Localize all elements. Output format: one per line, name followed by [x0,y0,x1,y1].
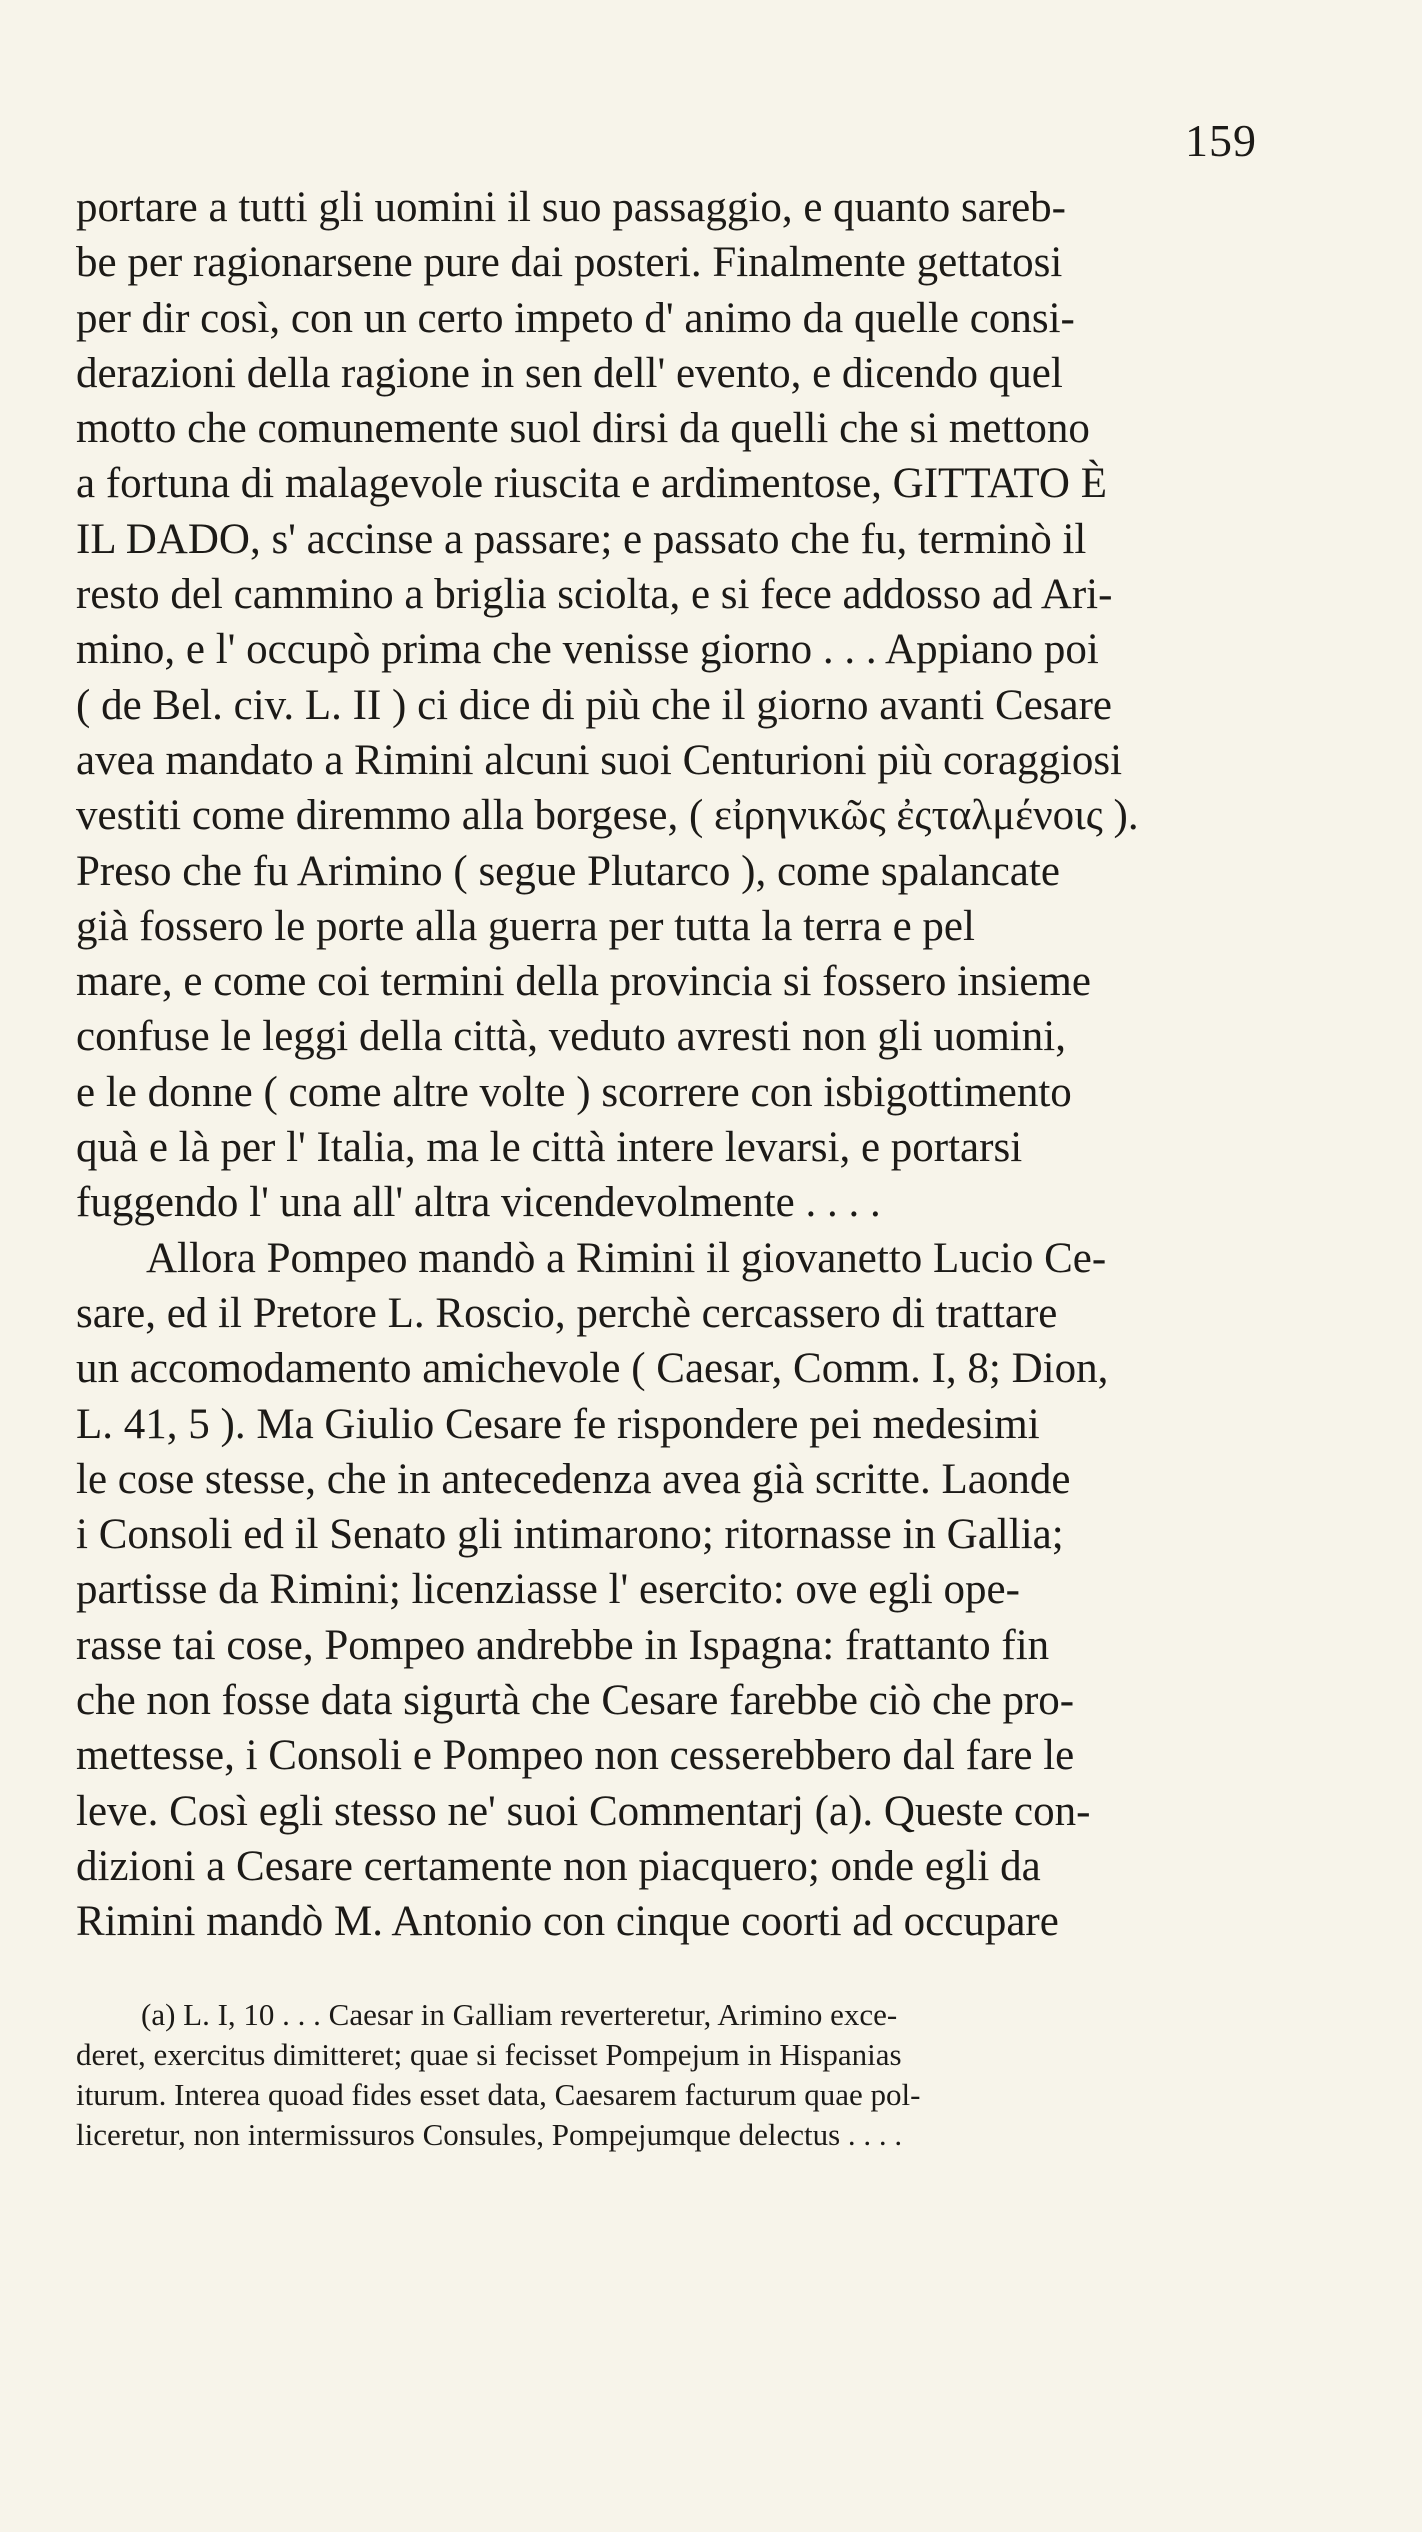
text-line-18: quà e là per l' Italia, ma le città intere levarsi, e portarsi [76,1124,1023,1172]
text-line-6: a fortuna di malagevole riuscita e ardimentose, GITTATO È [76,460,1107,508]
text-line-31: dizioni a Cesare certamente non piacquero; onde egli da [76,1842,1041,1890]
text-line-7: IL DADO, s' accinse a passare; e passato che fu, terminò il [76,515,1087,563]
text-line-27: rasse tai cose, Pompeo andrebbe in Ispagna: frattanto fin [76,1621,1050,1669]
text-line-32: Rimini mandò M. Antonio con cinque coorti ad occupare [76,1898,1059,1946]
text-line-20: Allora Pompeo mandò a Rimini il giovanetto Lucio Ce- [146,1234,1107,1282]
text-line-15: mare, e come coi termini della provincia si fossero insieme [76,958,1091,1006]
text-line-12: vestiti come diremmo alla borgese, ( εἰρηνικῶς ἐςταλμένοις ). [76,792,1139,840]
text-line-3: per dir così, con un certo impeto d' animo da quelle consi- [76,294,1075,342]
text-line-21: sare, ed il Pretore L. Roscio, perchè cercassero di trattare [76,1289,1058,1337]
text-line-8: resto del cammino a briglia sciolta, e si fece addosso ad Ari- [76,571,1113,619]
text-line-25: i Consoli ed il Senato gli intimarono; ritornasse in Gallia; [76,1511,1064,1559]
text-line-13: Preso che fu Arimino ( segue Plutarco ), come spalancate [76,847,1060,895]
text-line-22: un accomodamento amichevole ( Caesar, Comm. I, 8; Dion, [76,1345,1109,1393]
footnote-line-2: deret, exercitus dimitteret; quae si fecisset Pompejum in Hispanias [76,2037,902,2072]
footnote-line-1: (a) L. I, 10 . . . Caesar in Galliam reverteretur, Arimino exce- [141,1997,898,2032]
text-line-19: fuggendo l' una all' altra vicendevolmente . . . . [76,1179,881,1227]
text-line-2: be per ragionarsene pure dai posteri. Finalmente gettatosi [76,239,1063,287]
footnote-line-3: iturum. Interea quoad fides esset data, Caesarem facturum quae pol- [76,2077,921,2112]
text-line-28: che non fosse data sigurtà che Cesare farebbe ciò che pro- [76,1677,1075,1725]
text-line-4: derazioni della ragione in sen dell' evento, e dicendo quel [76,349,1063,397]
footnotes [76,1995,1416,2155]
text-line-5: motto che comunemente suol dirsi da quelli che si mettono [76,405,1090,453]
text-line-16: confuse le leggi della città, veduto avresti non gli uomini, [76,1013,1066,1061]
text-line-11: avea mandato a Rimini alcuni suoi Centurioni più coraggiosi [76,736,1123,784]
main-text [76,180,1416,1950]
text-line-14: già fossero le porte alla guerra per tutta la terra e pel [76,902,975,950]
text-line-26: partisse da Rimini; licenziasse l' esercito: ove egli ope- [76,1566,1020,1614]
text-line-1: portare a tutti gli uomini il suo passaggio, e quanto sareb- [76,184,1066,231]
footnote-line-4: liceretur, non intermissuros Consules, Pompejumque delectus . . . . [76,2117,903,2152]
text-line-24: le cose stesse, che in antecedenza avea già scritte. Laonde [76,1455,1071,1503]
text-line-23: L. 41, 5 ). Ma Giulio Cesare fe rispondere pei medesimi [76,1400,1040,1448]
text-line-17: e le donne ( come altre volte ) scorrere con isbigottimento [76,1068,1072,1116]
text-line-29: mettesse, i Consoli e Pompeo non cesserebbero dal fare le [76,1732,1075,1780]
text-line-30: leve. Così egli stesso ne' suoi Commentarj (a). Queste con- [76,1787,1091,1835]
page-number: 159 [1185,115,1257,166]
text-line-9: mino, e l' occupò prima che venisse giorno . . . Appiano poi [76,626,1099,674]
text-line-10: ( de Bel. civ. L. II ) ci dice di più che il giorno avanti Cesare [76,681,1113,729]
